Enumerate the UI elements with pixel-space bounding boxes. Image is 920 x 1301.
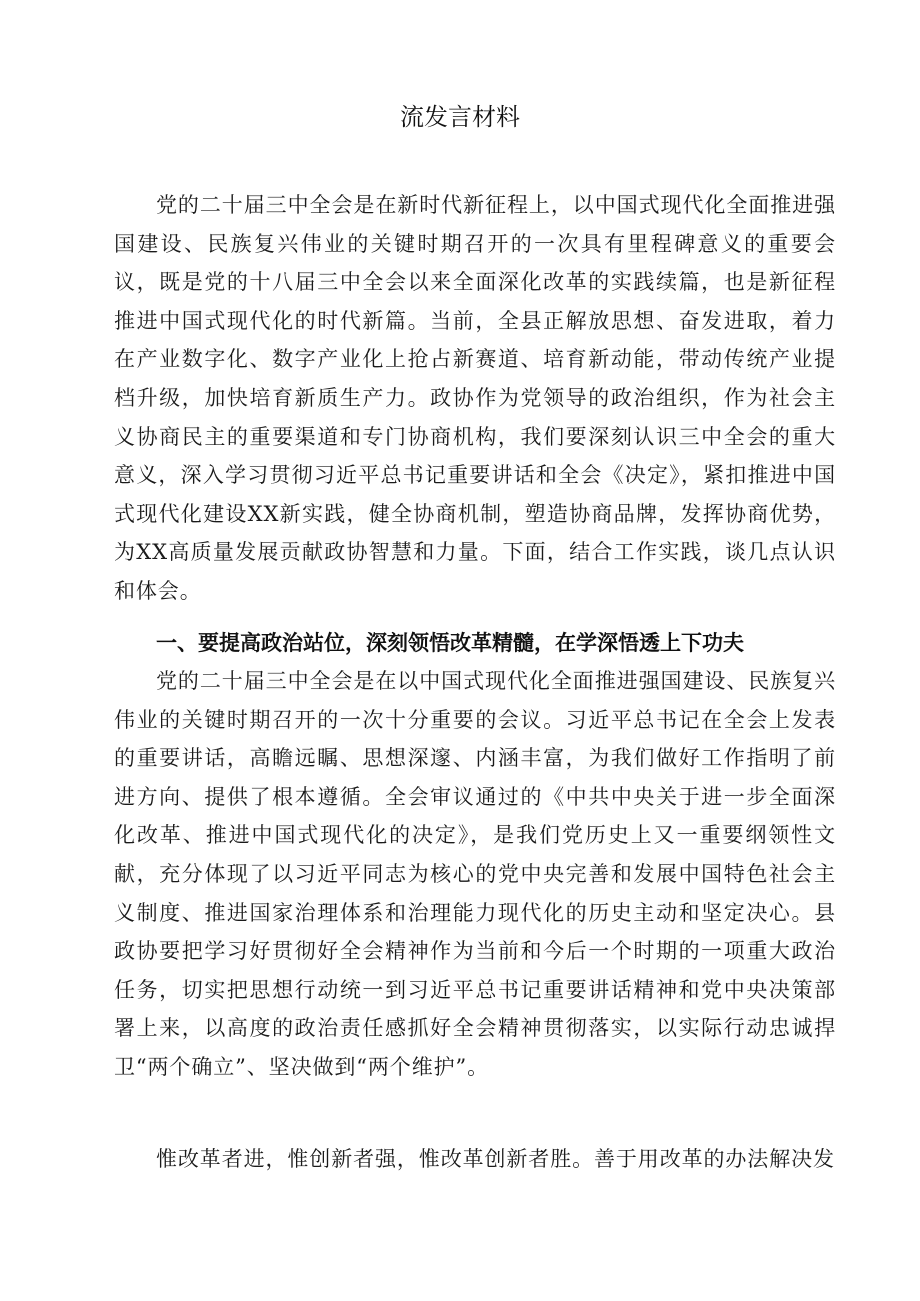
paragraph-intro: 党的二十届三中全会是在新时代新征程上，以中国式现代化全面推进强国建设、民族复兴伟业的关键时期召开的一次具有里程碑意义的重要会议，既是党的十八届三中全会以来全面深化改革的实践续篇，也是新征程推进中国式现代化的时代新篇。当前，全县正解放思想、奋发进取，着力在产业数字化、数字产业化上抢占新赛道、培育新动能，带动传统产业提档升级，加快培育新质生产力。政协作为党领导的政治组织，作为社会主义协商民主的重要渠道和专门协商机构，我们要深刻认识三中全会的重大意义，深入学习贯彻习近平总书记重要讲话和全会《决定》，紧扣推进中国式现代化建设XX新实践，健全协商机制，塑造协商品牌，发挥协商优势，为XX高质量发展贡献政协智慧和力量。下面，结合工作实践，谈几点认识和体会。 <box>114 193 836 603</box>
paragraph-reform: 惟改革者进，惟创新者强，惟改革创新者胜。善于用改革的办法解决发 <box>156 1147 835 1171</box>
paragraph-section-1: 党的二十届三中全会是在以中国式现代化全面推进强国建设、民族复兴伟业的关键时期召开的一次十分重要的会议。习近平总书记在全会上发表的重要讲话，高瞻远瞩、思想深邃、内涵丰富，为我们做好工作指明了前进方向、提供了根本遵循。全会审议通过的《中共中央关于进一步全面深化改革、推进中国式现代化的决定》，是我们党历史上又一重要纲领性文献，充分体现了以习近平同志为核心的党中央完善和发展中国特色社会主义制度、推进国家治理体系和治理能力现代化的历史主动和坚定决心。县政协要把学习好贯彻好全会精神作为当前和今后一个时期的一项重大政治任务，切实把思想行动统一到习近平总书记重要讲话精神和党中央决策部署上来，以高度的政治责任感抓好全会精神贯彻落实，以实际行动忠诚捍卫“两个确立”、坚决做到“两个维护”。 <box>114 669 836 1079</box>
section-heading-1: 一、要提高政治站位，深刻领悟改革精髓，在学深悟透上下功夫 <box>156 631 744 655</box>
document-title: 流发言材料 <box>400 103 520 131</box>
